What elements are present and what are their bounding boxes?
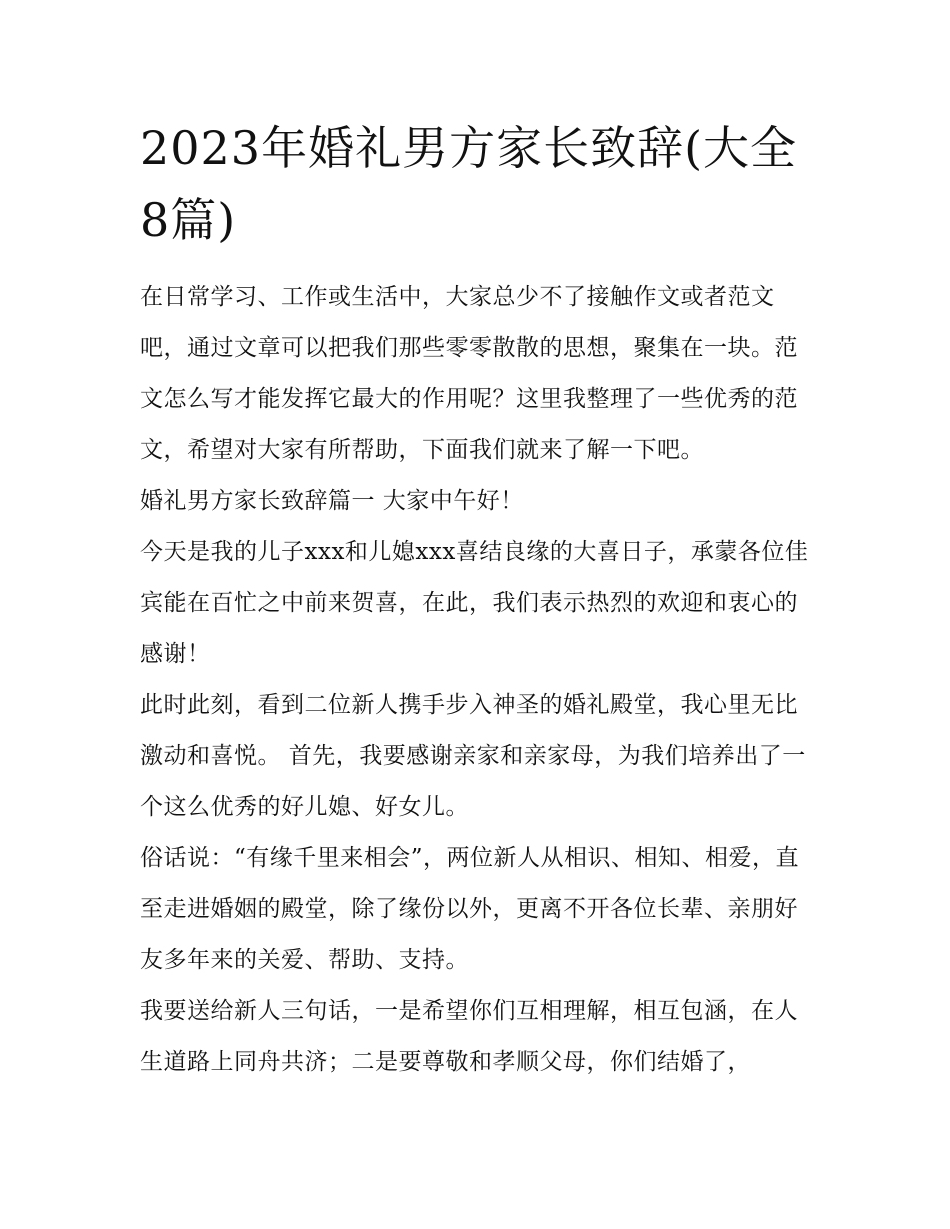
paragraph-section-heading: 婚礼男方家长致辞篇一 大家中午好！ — [140, 488, 524, 514]
paragraph-proverb: 俗话说：“有缘千里来相会”，两位新人从相识、相知、相爱，直至走进婚姻的殿堂，除了缘份以外，更离不开各位长辈、亲朋好友多年来的关爱、帮助、支持。 — [140, 845, 800, 973]
document-title: 2023年婚礼男方家长致辞(大全8篇) — [140, 121, 798, 247]
paragraph-advice: 我要送给新人三句话，一是希望你们互相理解，相互包涵，在人生道路上同舟共济；二是要尊敬和孝顺父母，你们结婚了， — [140, 998, 798, 1075]
document-page — [140, 112, 820, 1088]
paragraph-welcome: 今天是我的儿子xxx和儿媳xxx喜结良缘的大喜日子，承蒙各位佳宾能在百忙之中前来贺喜，在此，我们表示热烈的欢迎和衷心的感谢！ — [140, 539, 809, 667]
paragraph-intro: 在日常学习、工作或生活中，大家总少不了接触作文或者范文吧，通过文章可以把我们那些零零散散的思想，聚集在一块。范文怎么写才能发挥它最大的作用呢？这里我整理了一些优秀的范文，希望对大家有所帮助，下面我们就来了解一下吧。 — [140, 284, 798, 463]
paragraph-thanks: 此时此刻，看到二位新人携手步入神圣的婚礼殿堂，我心里无比激动和喜悦。 首先，我要感谢亲家和亲家母，为我们培养出了一个这么优秀的好儿媳、好女儿。 — [140, 692, 806, 820]
